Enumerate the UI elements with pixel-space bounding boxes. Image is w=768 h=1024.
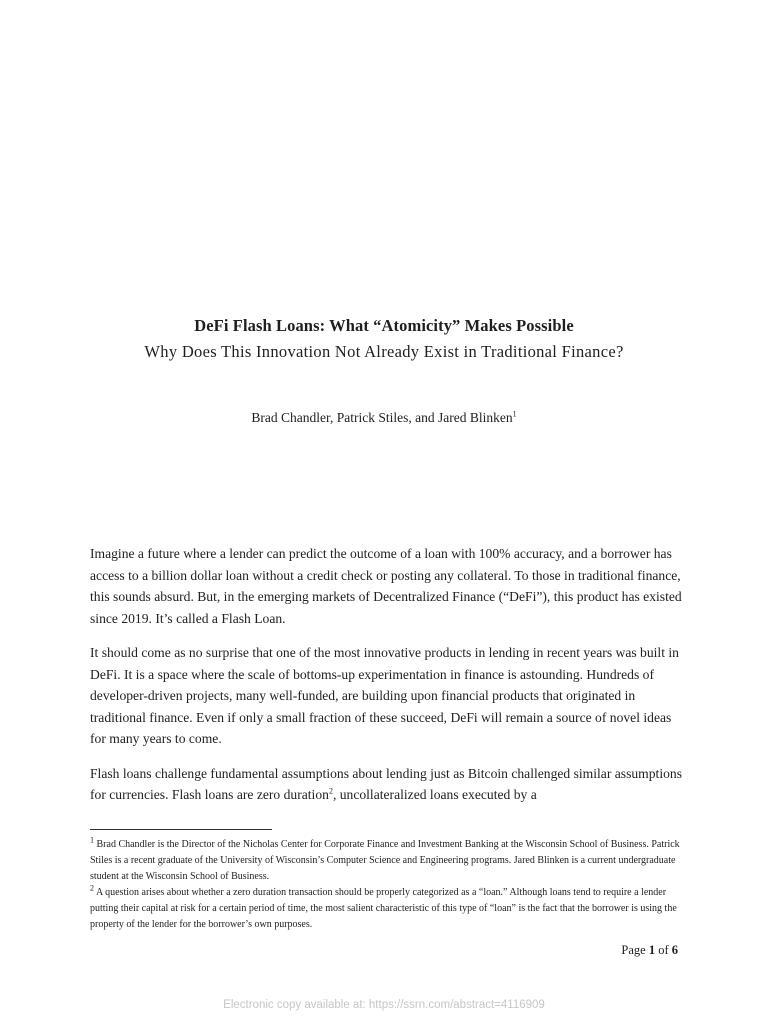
page-number (621, 943, 678, 958)
footnote-2-ref: 2 (328, 786, 333, 796)
paragraph-3 (90, 763, 690, 806)
paragraph-3-text-b: , uncollateralized loans executed by a (332, 787, 537, 802)
footnote-1-mark: 1 (90, 835, 94, 845)
page-total: 6 (671, 943, 678, 957)
page-label: Page (621, 943, 646, 957)
footnote-divider (90, 829, 272, 830)
footnote-1 (90, 837, 690, 885)
footnotes (90, 837, 690, 933)
author-footnote-mark: 1 (512, 409, 517, 419)
paragraph-2: It should come as no surprise that one of the most innovative products in lending in recent years was built in DeFi. It is a space where the scale of bottoms-up experimentation in finance is astounding. Hundreds of developer-driven projects, many well-funded, are building upon financial products that originated in traditional finance. Even if only a small fraction of these succeed, DeFi will remain a source of novel ideas for many years to come. (90, 645, 679, 746)
paper-title: DeFi Flash Loans: What “Atomicity” Makes Possible (194, 316, 574, 335)
footnote-1-text: Brad Chandler is the Director of the Nicholas Center for Corporate Finance and Investment Banking at the Wisconsin School of Business. Patrick Stiles is a recent graduate of the University of Wisconsin’s Computer Science and Engineering programs. Jared Blinken is a current undergraduate student at the Wisconsin School of Business. (90, 839, 680, 882)
page-of: of (658, 943, 669, 957)
paragraph-3-text-a: Flash loans challenge fundamental assumptions about lending just as Bitcoin challenged similar assumptions for currencies. Flash loans are zero duration (90, 765, 682, 802)
body-text (90, 543, 690, 819)
paragraph-1: Imagine a future where a lender can predict the outcome of a loan with 100% accuracy, and a borrower has access to a billion dollar loan without a credit check or posting any collateral. To those in traditional finance, this sounds absurd. But, in the emerging markets of Decentralized Finance (“DeFi”), this product has existed since 2019. It’s called a Flash Loan. (90, 546, 682, 626)
author-names: Brad Chandler, Patrick Stiles, and Jared Blinken (251, 410, 513, 425)
footnote-2 (90, 885, 690, 933)
author-line (0, 410, 768, 426)
ssrn-notice: Electronic copy available at: https://ssrn.com/abstract=4116909 (223, 999, 545, 1011)
page-current: 1 (648, 943, 656, 957)
footnote-2-text: A question arises about whether a zero duration transaction should be properly categorized as a “loan.” Although loans tend to require a lender putting their capital at risk for a certain period of time, the most salient characteristic of this type of “loan” is the fact that the borrower is using the property of the lender for the borrower’s own purposes. (90, 887, 677, 930)
paper-subtitle: Why Does This Innovation Not Already Exist in Traditional Finance? (144, 342, 624, 361)
footnote-2-mark: 2 (90, 883, 94, 893)
